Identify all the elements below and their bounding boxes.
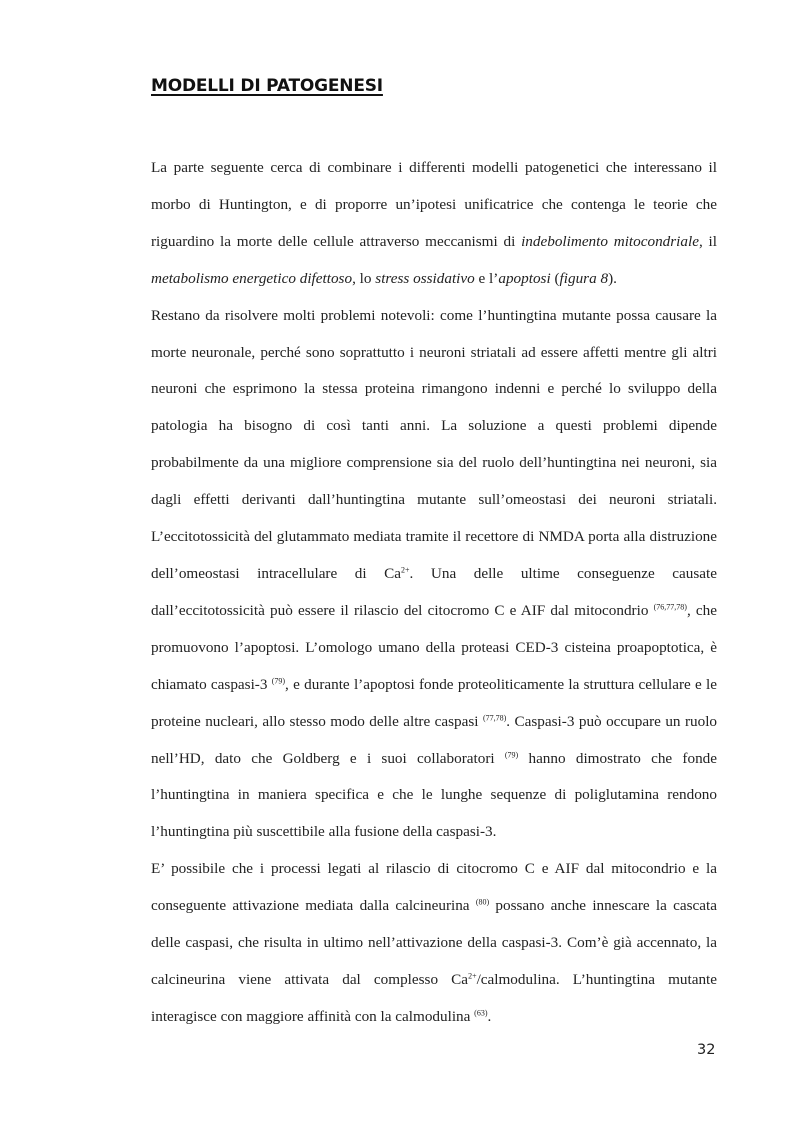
superscript: (79): [504, 749, 519, 759]
text-run: , che promuovono l’apoptosi. L’omologo umano della proteasi CED-3 cisteina proapoptotica, è chiamato caspasi-3: [151, 601, 718, 693]
superscript: (79): [271, 676, 286, 686]
text-run: E’ possibile che i processi legati al rilascio di citocromo C e AIF dal mitocondrio e la conseguente attivazione mediata dalla calcineurina: [151, 860, 717, 915]
text-run: . Caspasi-3 può occupare un ruolo nell’HD, dato che Goldberg e i suoi collaboratori: [151, 712, 718, 767]
text-run: possano anche innescare la cascata delle caspasi, che risulta in ultimo nell’attivazione della caspasi-3. Com’è già accennato, la calcineurina viene attivata dal complesso Ca: [151, 897, 717, 988]
text-run: ).: [608, 269, 617, 287]
text-run: (: [550, 269, 560, 287]
text-run: , il: [698, 232, 717, 250]
page-number: 32: [697, 1042, 716, 1058]
superscript: 2+: [401, 565, 410, 575]
text-run: e l’: [474, 269, 499, 287]
superscript: 2+: [468, 971, 477, 981]
paragraph-problems: [151, 298, 717, 852]
paragraph-intro: [151, 150, 717, 298]
italic-term: indebolimento mitocondriale: [521, 232, 699, 250]
superscript: (80): [475, 897, 490, 907]
italic-term: apoptosi: [498, 269, 551, 287]
superscript: (76,77,78): [653, 602, 687, 612]
paragraph-caspase-cascade: [151, 851, 717, 1036]
superscript: (63): [474, 1008, 488, 1018]
text-run: hanno dimostrato che fonde l’huntingtina in maniera specifica e che le lunghe sequenze di poliglutamina rendono l’huntingtina più suscettibile alla fusione della caspasi-3.: [151, 749, 717, 841]
text-run: , lo: [352, 269, 376, 287]
italic-term: metabolismo energetico difettoso: [151, 269, 353, 287]
text-run: La parte seguente cerca di combinare i differenti modelli patogenetici che interessano il morbo di Huntington, e di proporre un’ipotesi unificatrice che contenga le teorie che riguardino la morte delle cellule attraverso meccanismi di: [151, 159, 717, 250]
text-run: Restano da risolvere molti problemi notevoli: come l’huntingtina mutante possa causare la morte neuronale, perché sono soprattutto i neuroni striatali ad essere affetti mentre gli altri neuroni che esprimono la stessa proteina rimangono indenni e perché lo sviluppo della patologia ha bisogno di così tanti anni. La soluzione a questi problemi dipende probabilmente da una migliore comprensione sia del ruolo dell’huntingtina nei neuroni, sia dagli effetti derivanti dall’huntingtina mutante sull’omeostasi dei neuroni striatali. L’eccitotossicità del glutammato mediata tramite il recettore di NMDA porta alla distruzione dell’omeostasi intracellulare di Ca: [151, 306, 717, 582]
text-run: . Una delle ultime conseguenze causate dall’eccitotossicità può essere il rilascio del citocromo C e AIF dal mitocondrio: [151, 564, 717, 619]
page-heading: MODELLI DI PATOGENESI: [151, 76, 383, 96]
superscript: (77,78): [482, 713, 507, 722]
italic-term: figura 8: [559, 269, 609, 287]
text-run: /calmodulina. L’huntingtina mutante interagisce con maggiore affinità con la calmodulina: [151, 970, 717, 1025]
body-text: [151, 150, 717, 1036]
italic-term: stress ossidativo: [375, 269, 475, 287]
text-run: .: [487, 1007, 492, 1025]
text-run: , e durante l’apoptosi fonde proteoliticamente la struttura cellulare e le proteine nucleari, allo stesso modo delle altre caspasi: [151, 675, 717, 730]
